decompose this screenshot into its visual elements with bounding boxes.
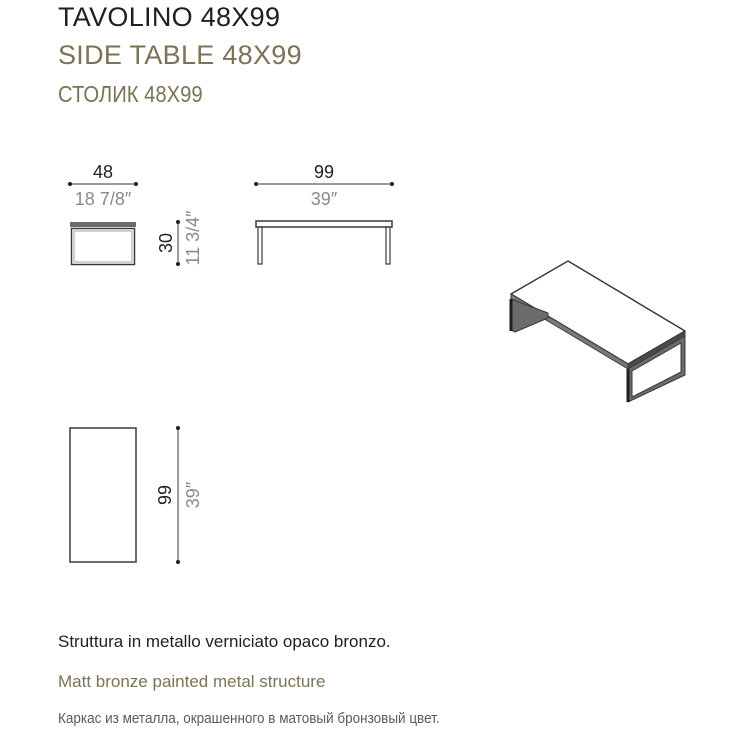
top-view-outline (70, 428, 136, 562)
height-dimension (156, 210, 203, 266)
front-width-cm-label: 48 (92, 162, 114, 182)
perspective-view (511, 261, 685, 402)
side-leg-left (258, 227, 262, 264)
side-view (254, 162, 394, 264)
dimension-dot (176, 560, 180, 564)
dimension-dot (176, 426, 180, 430)
top-length-in-label: 39″ (183, 481, 203, 509)
side-tabletop (256, 221, 392, 227)
description-italian: Struttura in metallo verniciato opaco bronzo. (58, 632, 391, 651)
dimension-dot (134, 182, 138, 186)
front-frame-inner (74, 231, 132, 262)
title-italian: TAVOLINO 48X99 (58, 2, 281, 32)
description-english: Matt bronze painted metal structure (58, 672, 326, 691)
description-russian: Каркас из металла, окрашенного в матовый бронзовый цвет. (58, 710, 440, 727)
title-russian: СТОЛИК 48X99 (58, 81, 203, 107)
height-in-label: 11 3/4″ (183, 210, 203, 266)
side-length-cm-label: 99 (313, 162, 335, 182)
front-view (68, 162, 138, 265)
dimension-dot (176, 220, 180, 224)
side-leg-right (386, 227, 390, 264)
front-tabletop (70, 222, 136, 227)
front-width-in-label: 18 7/8″ (74, 189, 132, 209)
height-cm-label: 30 (156, 232, 176, 254)
side-length-in-label: 39″ (310, 189, 338, 209)
dimension-dot (254, 182, 258, 186)
dimension-dot (68, 182, 72, 186)
title-english: SIDE TABLE 48X99 (58, 40, 302, 70)
top-view (70, 426, 203, 564)
dimension-dot (390, 182, 394, 186)
top-length-cm-label: 99 (155, 484, 175, 506)
dimension-dot (176, 262, 180, 266)
front-frame (72, 229, 135, 265)
